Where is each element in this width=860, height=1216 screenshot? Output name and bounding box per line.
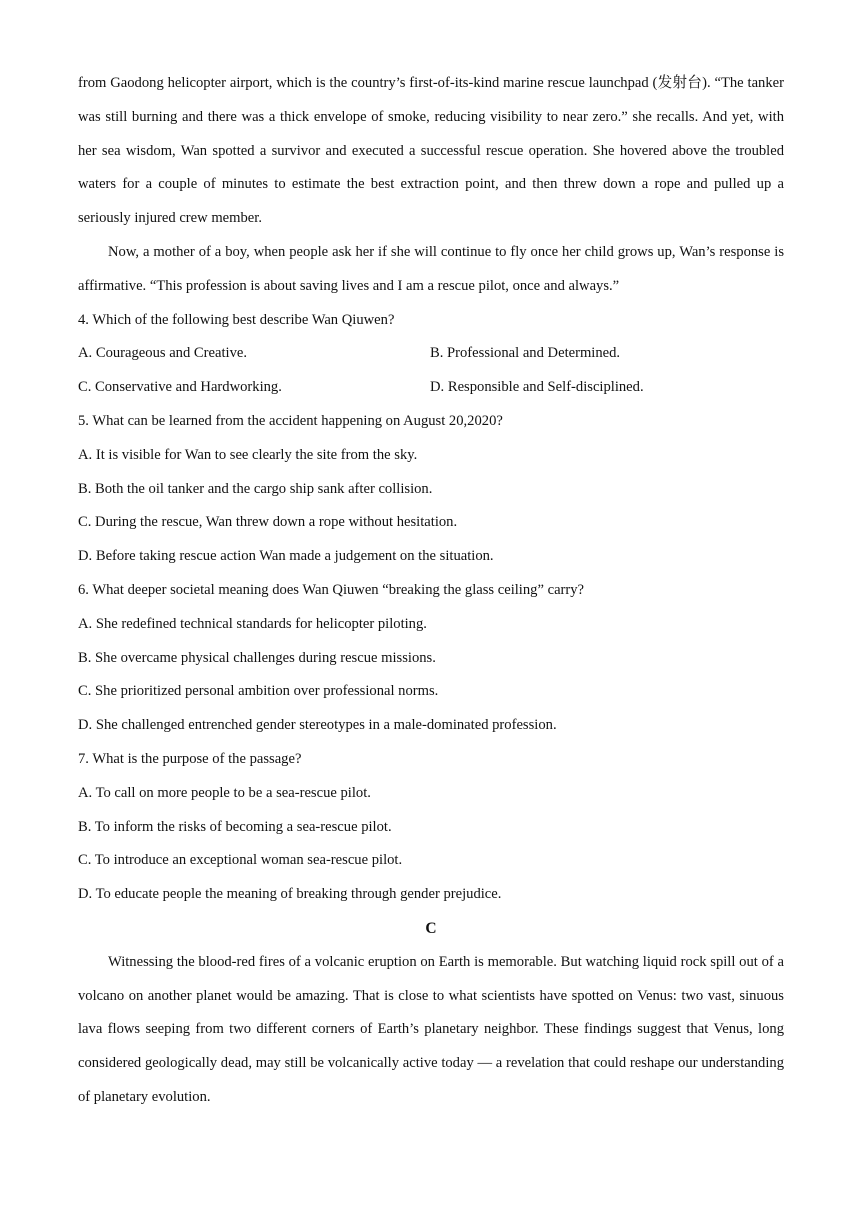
- passage-c-paragraph-1: Witnessing the blood-red fires of a volcanic eruption on Earth is memorable. But watching liquid rock spill out of a volcano on another planet would be amazing. That is close to what scientists have spotted on Venus: two vast, sinuous lava flows seeping from two different corners of Earth’s planetary neighbor. These findings suggest that Venus, long considered geologically dead, may still be volcanically active today — a revelation that could reshape our understanding of planetary evolution.: [78, 953, 784, 1105]
- passage-b-paragraph-last: Now, a mother of a boy, when people ask her if she will continue to fly once her child grows up, Wan’s response is affirmative. “This profession is about saving lives and I am a rescue pilot, once and always.”: [78, 243, 784, 294]
- question-7: [78, 743, 784, 912]
- question-5-option-b: B. Both the oil tanker and the cargo ship sank after collision.: [78, 480, 433, 497]
- question-7-option-c: C. To introduce an exceptional woman sea-rescue pilot.: [78, 852, 403, 869]
- question-4: [78, 304, 784, 405]
- question-4-options-row-1: [78, 337, 784, 371]
- question-4-option-b: B. Professional and Determined.: [430, 345, 621, 362]
- section-c-heading: C: [425, 919, 437, 937]
- question-6-option-d: D. She challenged entrenched gender stereotypes in a male-dominated profession.: [78, 717, 557, 734]
- document-page: [78, 67, 784, 1115]
- question-5-stem: 5. What can be learned from the accident happening on August 20,2020?: [78, 412, 503, 429]
- question-4-option-a: A. Courageous and Creative.: [78, 345, 247, 362]
- question-6-option-c: C. She prioritized personal ambition over professional norms.: [78, 683, 439, 700]
- question-6-option-b: B. She overcame physical challenges during rescue missions.: [78, 649, 436, 666]
- question-6-option-a: A. She redefined technical standards for helicopter piloting.: [78, 615, 427, 632]
- question-4-option-d: D. Responsible and Self-disciplined.: [430, 379, 644, 396]
- question-7-option-b: B. To inform the risks of becoming a sea-rescue pilot.: [78, 818, 392, 835]
- passage-b-paragraph-continued: from Gaodong helicopter airport, which is the country’s first-of-its-kind marine rescue launchpad (发射台). “The tanker was still burning and there was a thick envelope of smoke, reducing visibility to near zero.” she recalls. And yet, with her sea wisdom, Wan spotted a survivor and executed a successful rescue operation. She hovered above the troubled waters for a couple of minutes to estimate the best extraction point, and then threw down a rope and pulled up a seriously injured crew member.: [78, 75, 784, 227]
- question-6: [78, 574, 784, 743]
- question-4-options-row-2: [78, 371, 784, 405]
- question-4-option-c: C. Conservative and Hardworking.: [78, 379, 282, 396]
- question-7-stem: 7. What is the purpose of the passage?: [78, 750, 302, 767]
- question-7-option-a: A. To call on more people to be a sea-rescue pilot.: [78, 784, 371, 801]
- question-5-option-d: D. Before taking rescue action Wan made a judgement on the situation.: [78, 548, 494, 565]
- question-6-stem: 6. What deeper societal meaning does Wan Qiuwen “breaking the glass ceiling” carry?: [78, 581, 585, 598]
- question-4-stem: 4. Which of the following best describe Wan Qiuwen?: [78, 311, 395, 328]
- question-5-option-c: C. During the rescue, Wan threw down a rope without hesitation.: [78, 514, 458, 531]
- question-5-option-a: A. It is visible for Wan to see clearly the site from the sky.: [78, 446, 418, 463]
- question-5: [78, 405, 784, 574]
- question-7-option-d: D. To educate people the meaning of breaking through gender prejudice.: [78, 886, 502, 903]
